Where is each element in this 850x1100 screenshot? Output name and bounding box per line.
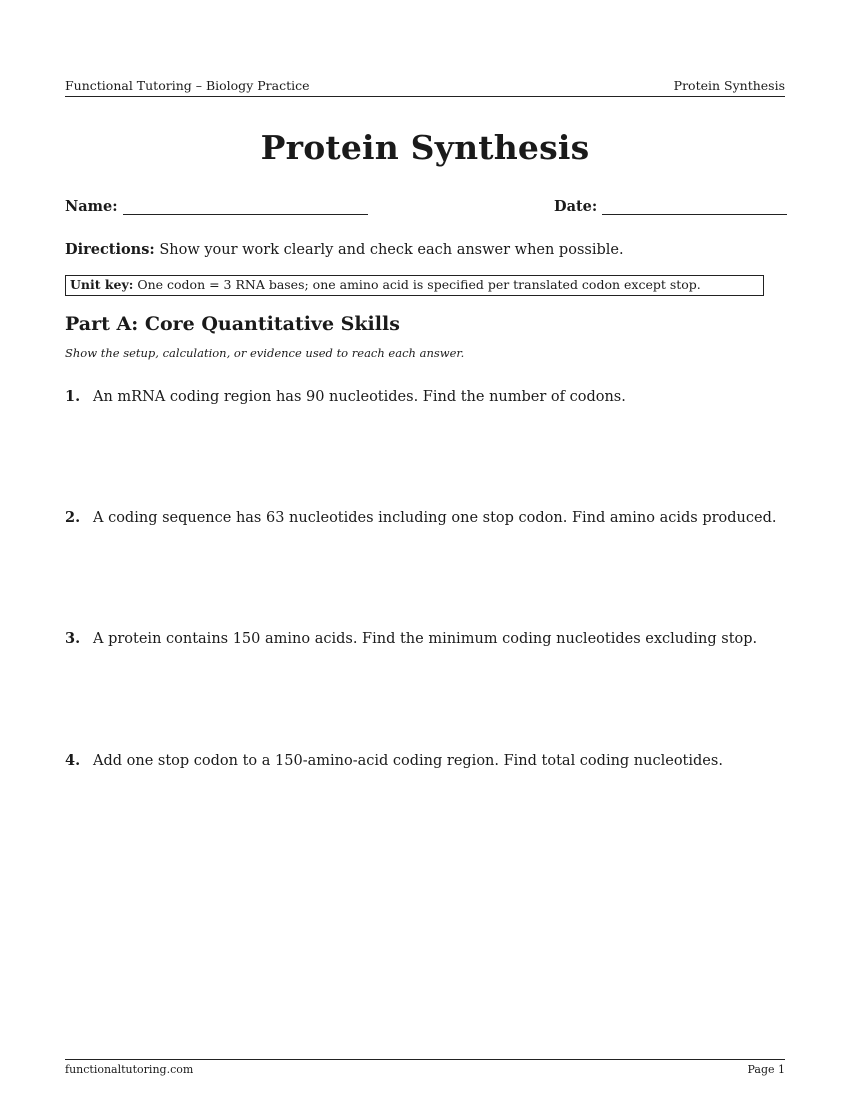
question-number: 3.	[65, 630, 81, 647]
directions-label: Directions:	[65, 241, 155, 258]
part-a-title: Part A: Core Quantitative Skills	[65, 313, 400, 335]
page-title: Protein Synthesis	[260, 128, 590, 167]
question-number: 1.	[65, 388, 81, 405]
directions	[65, 241, 624, 258]
question-text: Add one stop codon to a 150-amino-acid coding region. Find total coding nucleotides.	[93, 753, 723, 769]
name-blank-line[interactable]	[123, 200, 368, 215]
date-blank-line[interactable]	[602, 200, 787, 215]
name-label: Name:	[65, 198, 118, 215]
footer-page-number: Page 1	[747, 1063, 785, 1076]
question-1	[65, 388, 626, 405]
name-field[interactable]	[65, 198, 368, 215]
question-text: A coding sequence has 63 nucleotides including one stop codon. Find amino acids produced.	[93, 510, 777, 526]
page-header	[65, 78, 785, 97]
question-number: 2.	[65, 509, 81, 526]
footer-website: functionaltutoring.com	[65, 1063, 194, 1076]
question-2	[65, 509, 777, 526]
header-left-text: Functional Tutoring – Biology Practice	[65, 78, 310, 93]
date-field[interactable]	[554, 198, 787, 215]
question-3	[65, 630, 757, 647]
question-number: 4.	[65, 752, 81, 769]
header-right-text: Protein Synthesis	[673, 78, 785, 93]
unit-key-text: One codon = 3 RNA bases; one amino acid is specified per translated codon except stop.	[137, 277, 701, 292]
question-text: An mRNA coding region has 90 nucleotides. Find the number of codons.	[93, 389, 626, 405]
page-footer	[65, 1059, 785, 1076]
part-a-subtitle: Show the setup, calculation, or evidence used to reach each answer.	[65, 346, 465, 360]
question-text: A protein contains 150 amino acids. Find the minimum coding nucleotides excluding stop.	[93, 631, 758, 647]
unit-key-box	[65, 275, 764, 296]
question-4	[65, 752, 723, 769]
unit-key-label: Unit key:	[70, 277, 134, 292]
directions-text: Show your work clearly and check each answer when possible.	[159, 242, 624, 258]
date-label: Date:	[554, 198, 598, 215]
